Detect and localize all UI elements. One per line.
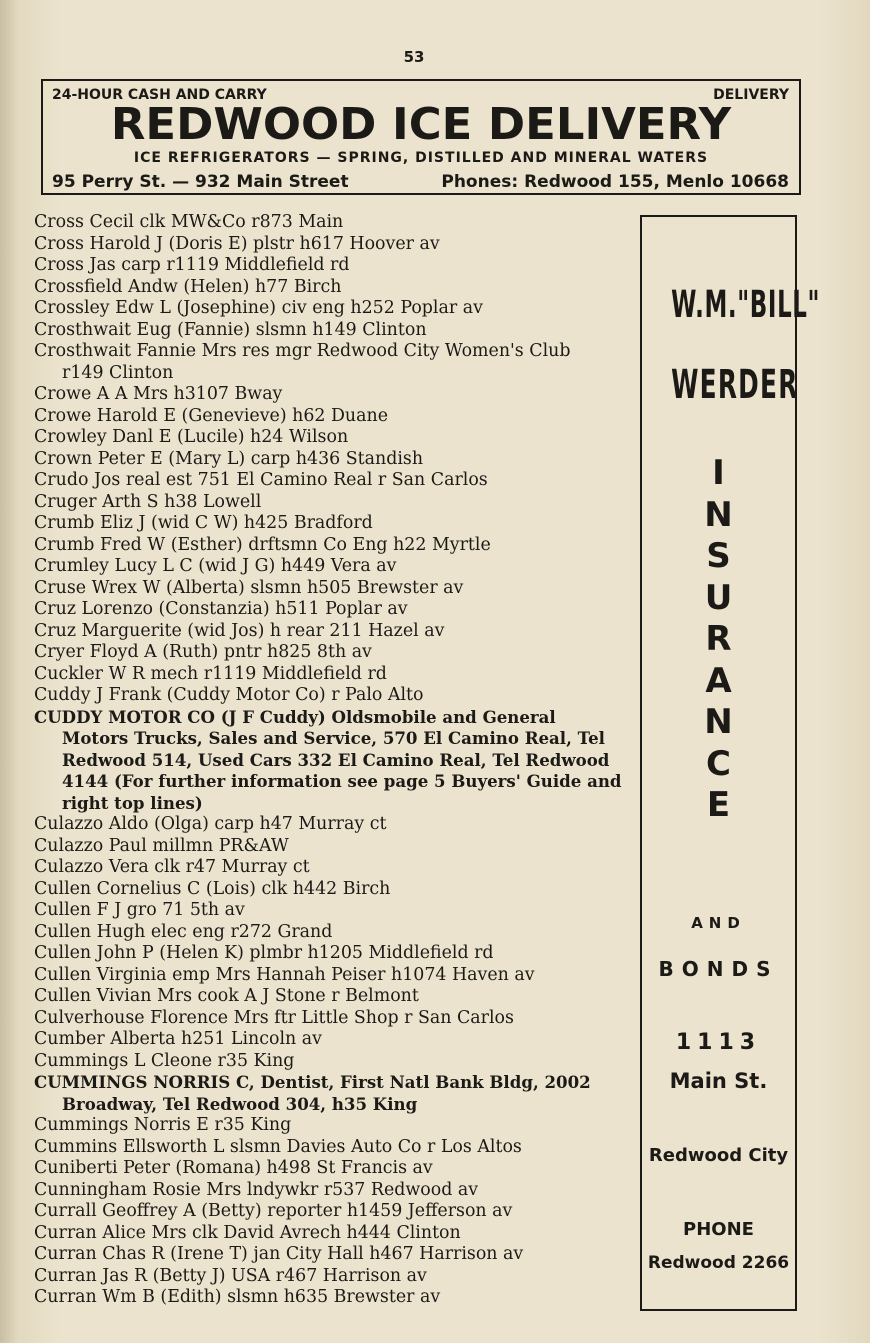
directory-entry: Currall Geoffrey A (Betty) reporter h1459 Jefferson av <box>34 1201 513 1221</box>
directory-entry: Crumb Eliz J (wid C W) h425 Bradford <box>34 513 373 533</box>
directory-entry: Culazzo Vera clk r47 Murray ct <box>34 857 310 877</box>
directory-entry: Cuniberti Peter (Romana) h498 St Francis av <box>34 1158 433 1178</box>
directory-entry: Curran Chas R (Irene T) jan City Hall h467 Harrison av <box>34 1244 524 1264</box>
directory-entry: Cummings Norris E r35 King <box>34 1115 292 1135</box>
directory-entry: Cryer Floyd A (Ruth) pntr h825 8th av <box>34 642 372 662</box>
ad-top-right-text: DELIVERY <box>713 87 789 103</box>
sidebar-phone-label: PHONE <box>683 1219 754 1240</box>
sidebar-and: AND <box>691 914 746 932</box>
directory-entry: Culazzo Paul millmn PR&AW <box>34 835 289 856</box>
directory-entry: Cummings L Cleone r35 King <box>34 1050 295 1071</box>
cuddy-motor-listing: CUDDY MOTOR CO (J F Cuddy) Oldsmobile and General Motors Trucks, Sales and Service, 570 El Camino Real, Tel Redwood 514, Used Cars 332 El Camino Real, Tel Redwood 4144 (For further information see page 5 Buyers' Guide and right top lines) <box>34 706 622 813</box>
directory-entry: Cullen John P (Helen K) plmbr h1205 Middlefield rd <box>34 943 494 963</box>
directory-entry: Crosthwait Fannie Mrs res mgr Redwood City Women's Club <box>34 341 571 361</box>
directory-entry: Cruger Arth S h38 Lowell <box>34 491 262 512</box>
directory-entry: Cullen Virginia emp Mrs Hannah Peiser h1074 Haven av <box>34 964 535 985</box>
sidebar-insurance: INSURANCE <box>704 453 733 825</box>
ad-subtitle: ICE REFRIGERATORS — SPRING, DISTILLED AND MINERAL WATERS <box>133 150 709 166</box>
directory-entry: Curran Jas R (Betty J) USA r467 Harrison av <box>34 1265 427 1286</box>
directory-entry: Cuckler W R mech r1119 Middlefield rd <box>34 663 387 684</box>
directory-entry: Culverhouse Florence Mrs ftr Little Shop r San Carlos <box>34 1007 514 1028</box>
directory-entry: Cullen Hugh elec eng r272 Grand <box>34 921 333 942</box>
directory-entry: Cruz Marguerite (wid Jos) h rear 211 Hazel av <box>34 620 445 641</box>
directory-entry: Crossley Edw L (Josephine) civ eng h252 Poplar av <box>34 298 483 318</box>
directory-entry: Culazzo Aldo (Olga) carp h47 Murray ct <box>34 814 387 834</box>
directory-entry: Curran Wm B (Edith) slsmn h635 Brewster av <box>34 1287 441 1307</box>
directory-entry: Crowley Danl E (Lucile) h24 Wilson <box>34 427 349 447</box>
ad-address: 95 Perry St. — 932 Main Street <box>52 172 349 192</box>
sidebar-phone: Redwood 2266 <box>647 1253 790 1273</box>
directory-entry: Curran Alice Mrs clk David Avrech h444 Clinton <box>34 1222 461 1243</box>
sidebar-street: Main St. <box>669 1069 768 1093</box>
sidebar-bonds: BONDS <box>658 957 779 981</box>
directory-entry: Cross Harold J (Doris E) plstr h617 Hoover av <box>34 233 440 254</box>
directory-entry: Cunningham Rosie Mrs lndywkr r537 Redwood av <box>34 1179 479 1200</box>
directory-entry: Cruse Wrex W (Alberta) slsmn h505 Brewster av <box>34 577 464 598</box>
sidebar-street-number: 1113 <box>675 1030 762 1055</box>
sidebar-city: Redwood City <box>648 1145 789 1166</box>
ad-phones: Phones: Redwood 155, Menlo 10668 <box>441 172 789 192</box>
directory-entry: Crudo Jos real est 751 El Camino Real r San Carlos <box>34 470 488 490</box>
directory-entry: Crown Peter E (Mary L) carp h436 Standish <box>34 448 424 469</box>
directory-entry: Crumb Fred W (Esther) drftsmn Co Eng h22 Myrtle <box>34 534 491 555</box>
directory-entry: Cuddy J Frank (Cuddy Motor Co) r Palo Alto <box>34 685 424 705</box>
redwood-ice-advertisement <box>41 79 801 195</box>
directory-entry: Crowe A A Mrs h3107 Bway <box>34 384 283 404</box>
directory-entry: Cullen F J gro 71 5th av <box>34 900 245 920</box>
sidebar-name: W.M."BILL" <box>671 283 821 326</box>
directory-entry-continuation: r149 Clinton <box>62 362 174 383</box>
ad-title: REDWOOD ICE DELIVERY <box>110 99 732 150</box>
directory-entry: Cross Cecil clk MW&Co r873 Main <box>34 212 344 232</box>
directory-entry: Cullen Vivian Mrs cook A J Stone r Belmont <box>34 986 419 1006</box>
directory-entry: Cross Jas carp r1119 Middlefield rd <box>34 255 350 275</box>
directory-entry: Cummins Ellsworth L slsmn Davies Auto Co r Los Altos <box>34 1136 522 1157</box>
directory-entry: Cullen Cornelius C (Lois) clk h442 Birch <box>34 878 391 899</box>
directory-entry: Crowe Harold E (Genevieve) h62 Duane <box>34 405 388 426</box>
directory-entry: Cruz Lorenzo (Constanzia) h511 Poplar av <box>34 599 408 619</box>
directory-entry: Crossfield Andw (Helen) h77 Birch <box>34 276 342 297</box>
directory-entry: Cumber Alberta h251 Lincoln av <box>34 1029 322 1049</box>
ad-top-left-text: 24-HOUR CASH AND CARRY <box>52 87 267 103</box>
directory-listing <box>34 212 624 1309</box>
werder-insurance-advertisement <box>640 215 821 1311</box>
cummings-norris-listing: CUMMINGS NORRIS C, Dentist, First Natl Bank Bldg, 2002 Broadway, Tel Redwood 304, h35 King <box>34 1072 591 1114</box>
sidebar-surname: WERDER <box>671 362 799 408</box>
page-number: 53 <box>403 48 425 66</box>
directory-entry: Crosthwait Eug (Fannie) slsmn h149 Clinton <box>34 319 427 340</box>
directory-entry: Crumley Lucy L C (wid J G) h449 Vera av <box>34 556 397 576</box>
